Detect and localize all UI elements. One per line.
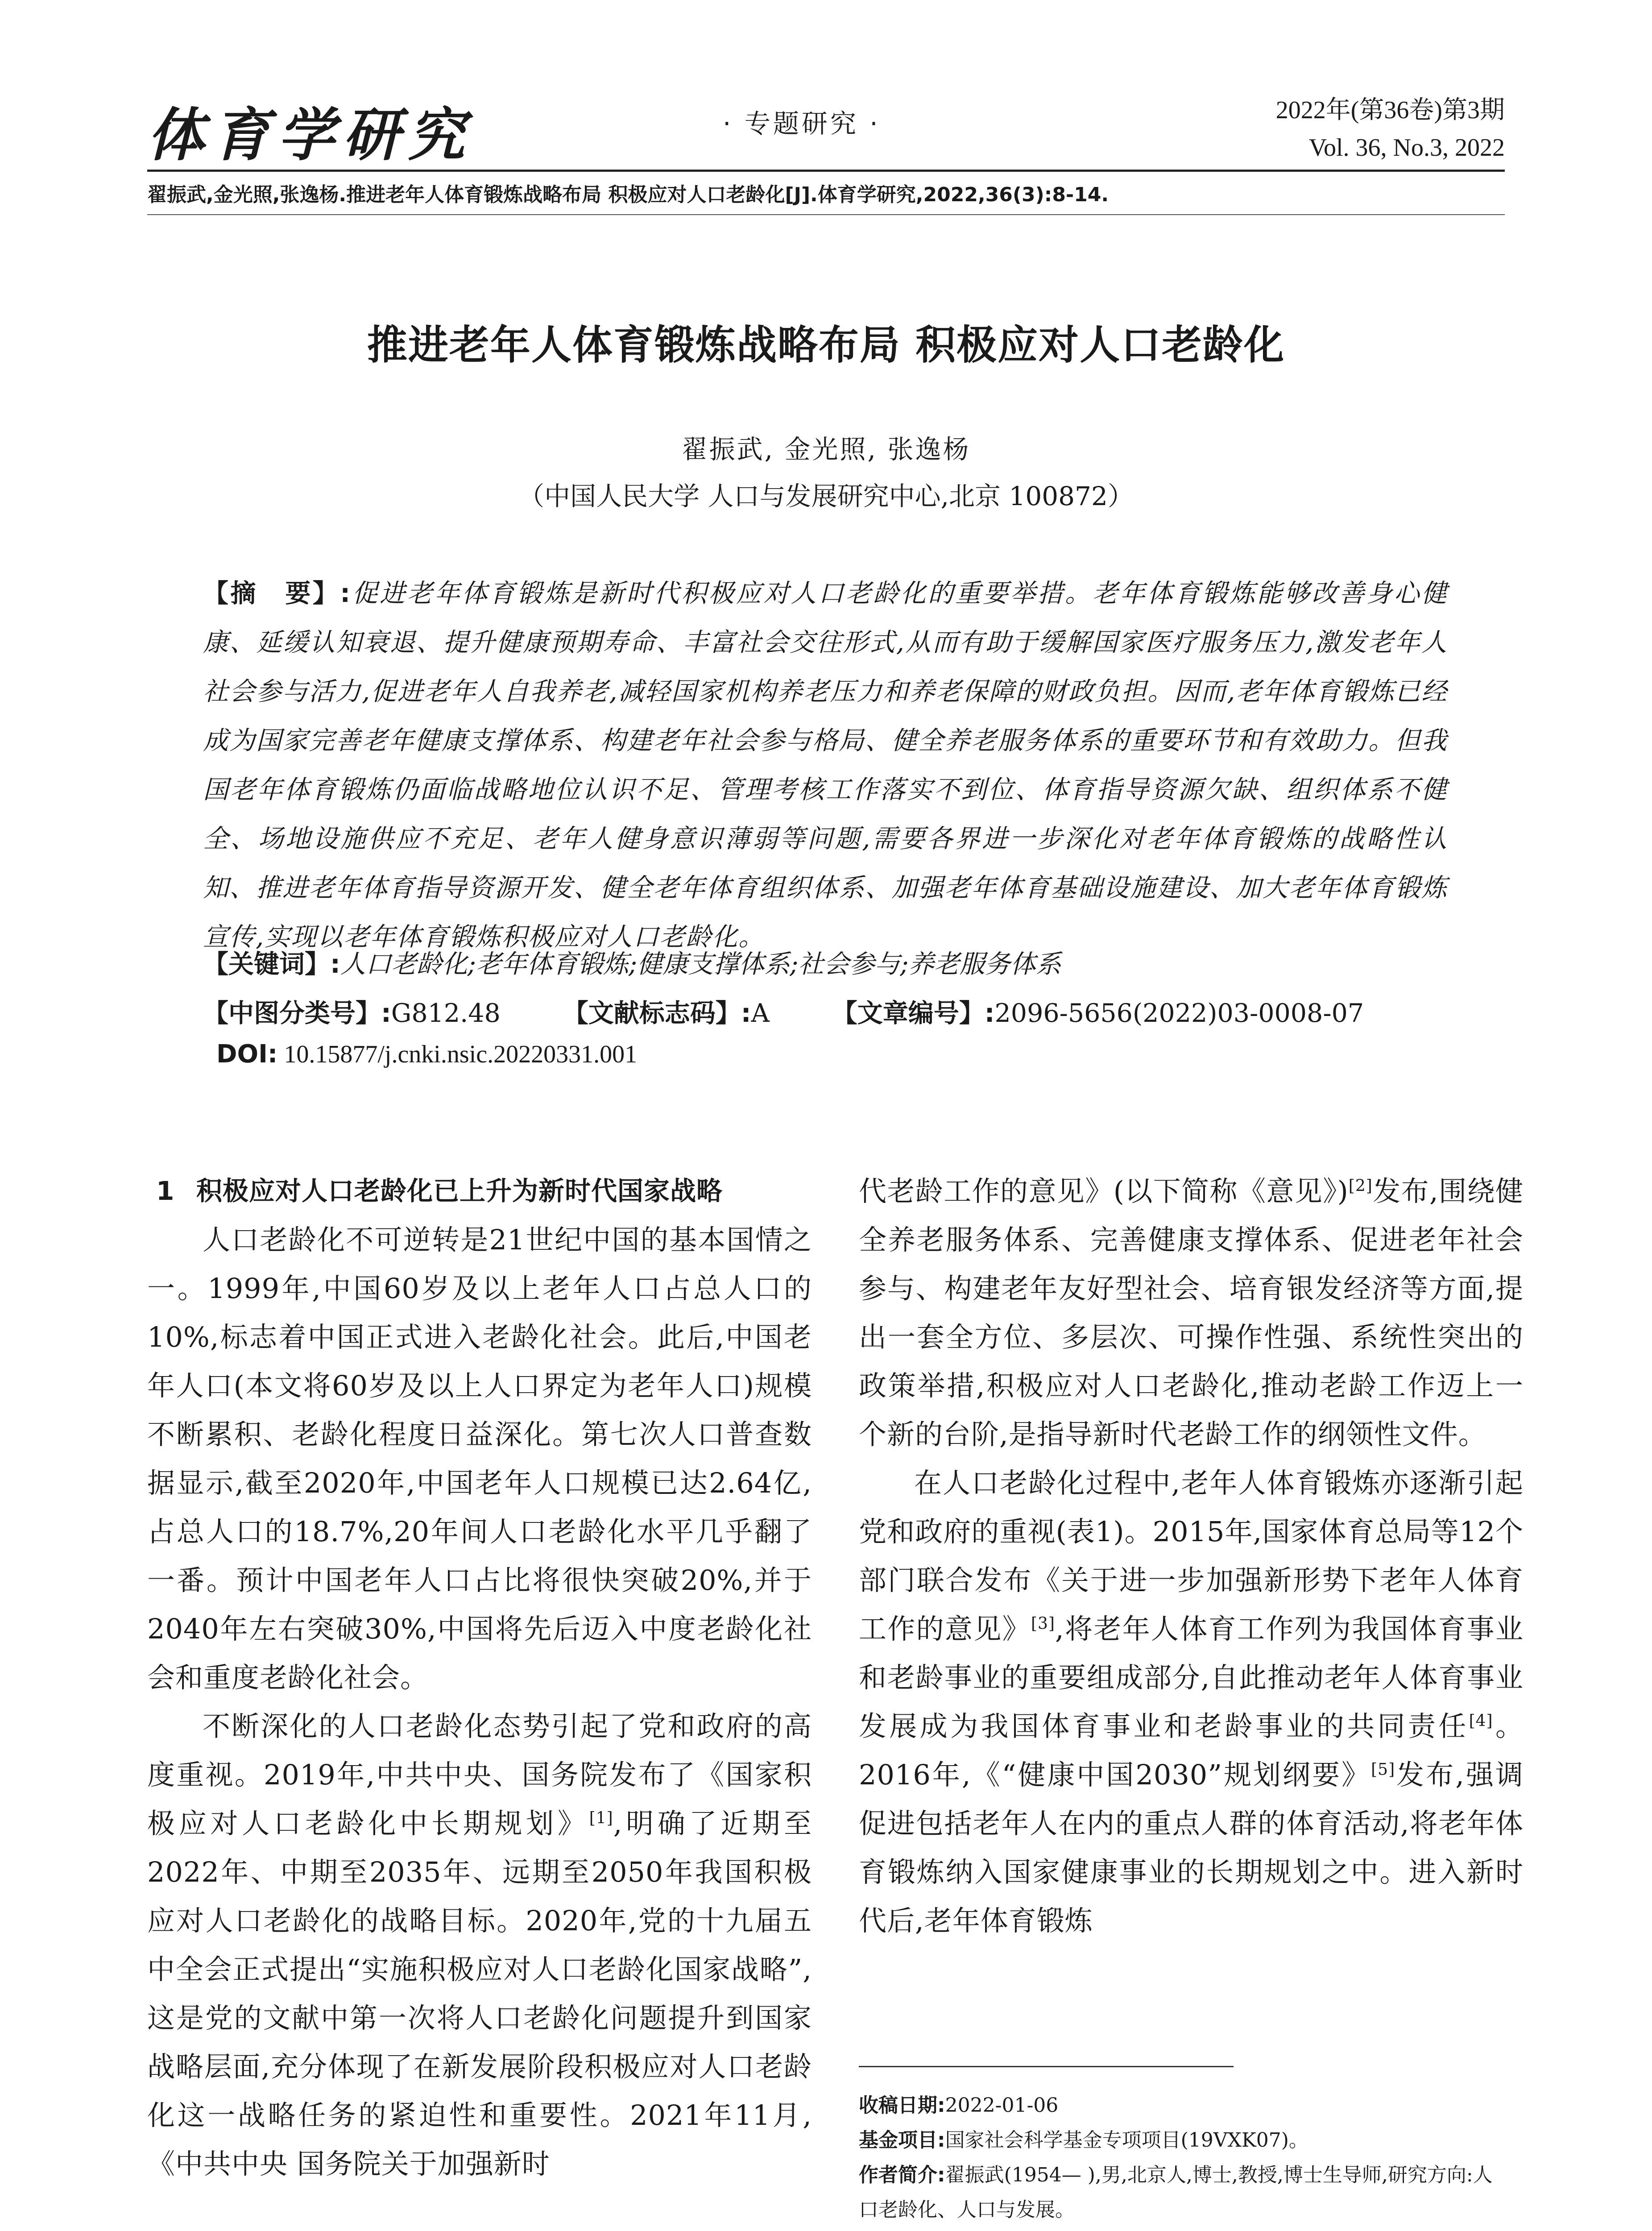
body-column-right — [859, 1167, 1524, 1945]
header-rule — [147, 170, 1505, 172]
section-title: 积极应对人口老龄化已上升为新时代国家战略 — [196, 1176, 723, 1206]
doc-code-label: 【文献标志码】: — [563, 999, 751, 1028]
paragraph: 人口老龄化不可逆转是21世纪中国的基本国情之一。1999年,中国60岁及以上老年人口占总人口的10%,标志着中国正式进入老龄化社会。此后,中国老年人口(本文将60岁及以上人口界定为老年人口)规模不断累积、老龄化程度日益深化。第七次人口普查数据显示,截至2020年,中国老年人口规模已达2.64亿,占总人口的18.7%,20年间人口老龄化水平几乎翻了一番。预计中国老年人口占比将很快突破20%,并于2040年左右突破30%,中国将先后迈入中度老龄化社会和重度老龄化社会。 — [147, 1223, 812, 1694]
reference-marker[interactable]: [4] — [1469, 1712, 1493, 1730]
article-no-label: 【文章编号】: — [832, 999, 995, 1028]
footnote-rule — [859, 2066, 1234, 2067]
article-no-value: 2096-5656(2022)03-0008-07 — [994, 999, 1364, 1028]
doi-line — [216, 1040, 637, 1069]
paragraph: 在人口老龄化过程中,老年人体育锻炼亦逐渐引起党和政府的重视(表1)。2015年,国家体育总局等12个部门联合发布《关于进一步加强新形势下老年人体育工作的意见》[3],将老年人体育工作列为我国体育事业和老龄事业的重要组成部分,自此推动老年人体育事业发展成为我国体育事业和老龄事业的共同责任[4]。2016年,《“健康中国2030”规划纲要》[5]发布,强调促进包括老年人在内的重点人群的体育活动,将老年体育锻炼纳入国家健康事业的长期规划之中。进入新时代后,老年体育锻炼 — [859, 1467, 1524, 1937]
keywords — [203, 944, 1061, 980]
abstract-label: 【摘 要】: — [203, 579, 352, 608]
doc-code-value: A — [751, 999, 770, 1028]
reference-marker[interactable]: [1] — [589, 1809, 613, 1828]
reference-marker[interactable]: [3] — [1031, 1614, 1055, 1633]
citation-rule — [147, 214, 1505, 215]
column-label: · 专题研究 · — [723, 108, 881, 139]
abstract — [203, 569, 1448, 962]
clc-value: G812.48 — [391, 999, 501, 1028]
doi-value: 10.15877/j.cnki.nsic.20220331.001 — [284, 1041, 638, 1068]
affiliation: （中国人民大学 人口与发展研究中心,北京 100872） — [518, 481, 1134, 511]
paragraph: 代老龄工作的意见》(以下简称《意见》)[2]发布,围绕健全养老服务体系、完善健康支撑体系、促进老年社会参与、构建老年友好型社会、培育银发经济等方面,提出一套全方位、多层次、可操作性强、系统性突出的政策举措,积极应对人口老龄化,推动老龄工作迈上一个新的台阶,是指导新时代老龄工作的纲领性文件。 — [859, 1175, 1524, 1451]
body-column-left — [147, 1167, 812, 2188]
reference-marker[interactable]: [5] — [1371, 1760, 1395, 1779]
reference-marker[interactable]: [2] — [1348, 1177, 1373, 1195]
section-number: 1 — [156, 1176, 175, 1206]
journal-logo: 体育学研究 — [147, 102, 473, 169]
fund-info: 基金项目:国家社会科学基金专项项目(19VXK07)。 — [859, 2129, 1308, 2152]
paper-title: 推进老年人体育锻炼战略布局 积极应对人口老龄化 — [367, 322, 1285, 369]
classification-line — [203, 993, 1364, 1029]
abstract-text: 促进老年体育锻炼是新时代积极应对人口老龄化的重要举措。老年体育锻炼能够改善身心健康、延缓认知衰退、提升健康预期寿命、丰富社会交往形式,从而有助于缓解国家医疗服务压力,激发老年人社会参与活力,促进老年人自我养老,减轻国家机构养老压力和养老保障的财政负担。因而,老年体育锻炼已经成为国家完善老年健康支撑体系、构建老年社会参与格局、健全养老服务体系的重要环节和有效助力。但我国老年体育锻炼仍面临战略地位认识不足、管理考核工作落实不到位、体育指导资源欠缺、组织体系不健全、场地设施供应不充足、老年人健身意识薄弱等问题,需要各界进一步深化对老年体育锻炼的战略性认知、推进老年体育指导资源开发、健全老年体育组织体系、加强老年体育基础设施建设、加大老年体育锻炼宣传,实现以老年体育锻炼积极应对人口老龄化。 — [203, 579, 1448, 952]
issue-cn: 2022年(第36卷)第3期 — [1275, 96, 1505, 124]
citation-line: 翟振武,金光照,张逸杨.推进老年人体育锻炼战略布局 积极应对人口老龄化[J].体育学研究,2022,36(3):8-14. — [147, 183, 1109, 206]
keywords-label: 【关键词】: — [203, 950, 340, 979]
issue-info — [1276, 91, 1505, 166]
doi-label: DOI: — [216, 1040, 278, 1069]
received-date: 收稿日期:2022-01-06 — [859, 2094, 1059, 2117]
footnotes — [859, 2088, 1506, 2227]
section-heading — [147, 1167, 812, 1215]
issue-en: Vol. 36, No.3, 2022 — [1308, 134, 1505, 162]
author-info: 作者简介:翟振武(1954— ),男,北京人,博士,教授,博士生导师,研究方向:人口老龄化、人口与发展。 — [859, 2164, 1493, 2221]
author-list: 翟振武, 金光照, 张逸杨 — [681, 434, 971, 464]
keywords-text: 人口老龄化;老年体育锻炼;健康支撑体系;社会参与;养老服务体系 — [340, 950, 1061, 979]
paragraph: 不断深化的人口老龄化态势引起了党和政府的高度重视。2019年,中共中央、国务院发布了《国家积极应对人口老龄化中长期规划》[1],明确了近期至2022年、中期至2035年、远期至2050年我国积极应对人口老龄化的战略目标。2020年,党的十九届五中全会正式提出“实施积极应对人口老龄化国家战略”,这是党的文献中第一次将人口老龄化问题提升到国家战略层面,充分体现了在新发展阶段积极应对人口老龄化这一战略任务的紧迫性和重要性。2021年11月,《中共中央 国务院关于加强新时 — [147, 1710, 812, 2180]
clc-label: 【中图分类号】: — [203, 999, 391, 1028]
